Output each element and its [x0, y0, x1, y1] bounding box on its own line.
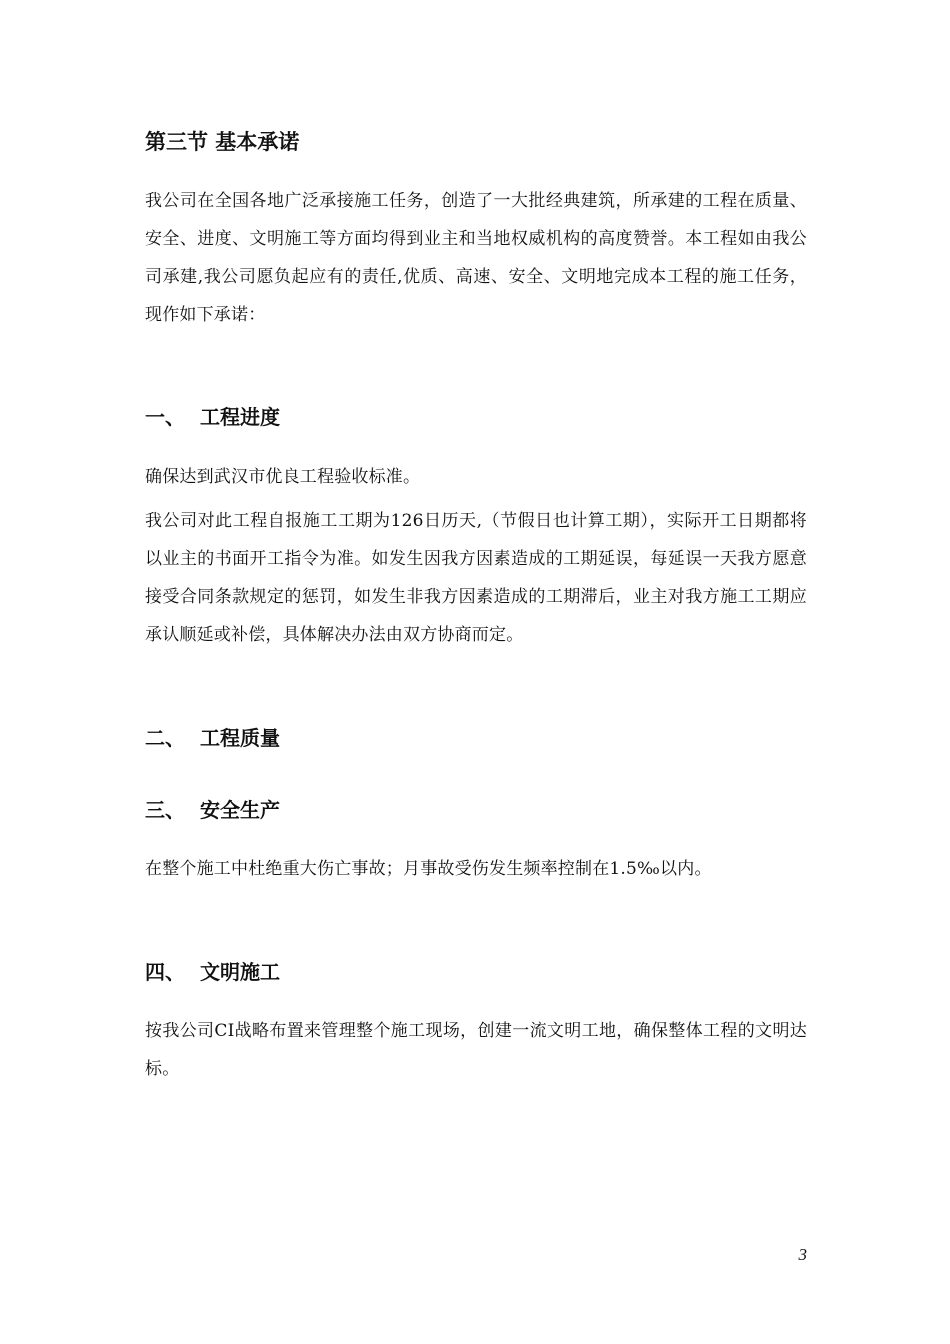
heading-number: 三、: [145, 798, 185, 822]
heading-civilized-construction: [145, 958, 807, 986]
schedule-paragraph-1: 确保达到武汉市优良工程验收标准。: [145, 467, 421, 487]
heading-text: 文明施工: [200, 960, 280, 984]
heading-number: 四、: [145, 960, 185, 984]
page-number: 3: [798, 1245, 807, 1264]
heading-number: 二、: [145, 726, 185, 750]
heading-text: 工程进度: [200, 405, 280, 429]
heading-number: 一、: [145, 405, 185, 429]
section-title: 第三节 基本承诺: [145, 130, 300, 154]
schedule-paragraph-2: 我公司对此工程自报施工工期为126日历天,（节假日也计算工期），实际开工日期都将以业主的书面开工指令为准。如发生因我方因素造成的工期延误，每延误一天我方愿意接受合同条款规定的惩罚，如发生非我方因素造成的工期滞后，业主对我方施工工期应承认顺延或补偿，具体解决办法由双方协商而定。: [145, 511, 807, 645]
heading-text: 工程质量: [200, 726, 280, 750]
heading-schedule: [145, 403, 807, 431]
intro-paragraph: 我公司在全国各地广泛承接施工任务，创造了一大批经典建筑，所承建的工程在质量、安全、进度、文明施工等方面均得到业主和当地权威机构的高度赞誉。本工程如由我公司承建,我公司愿负起应有的责任,优质、高速、安全、文明地完成本工程的施工任务，现作如下承诺：: [145, 191, 807, 325]
heading-quality: [145, 724, 807, 752]
heading-safety: [145, 796, 807, 824]
safety-paragraph: 在整个施工中杜绝重大伤亡事故；月事故受伤发生频率控制在1.5‰以内。: [145, 859, 712, 879]
heading-text: 安全生产: [200, 798, 280, 822]
civilized-construction-paragraph: 按我公司CI战略布置来管理整个施工现场，创建一流文明工地，确保整体工程的文明达标。: [145, 1021, 807, 1079]
